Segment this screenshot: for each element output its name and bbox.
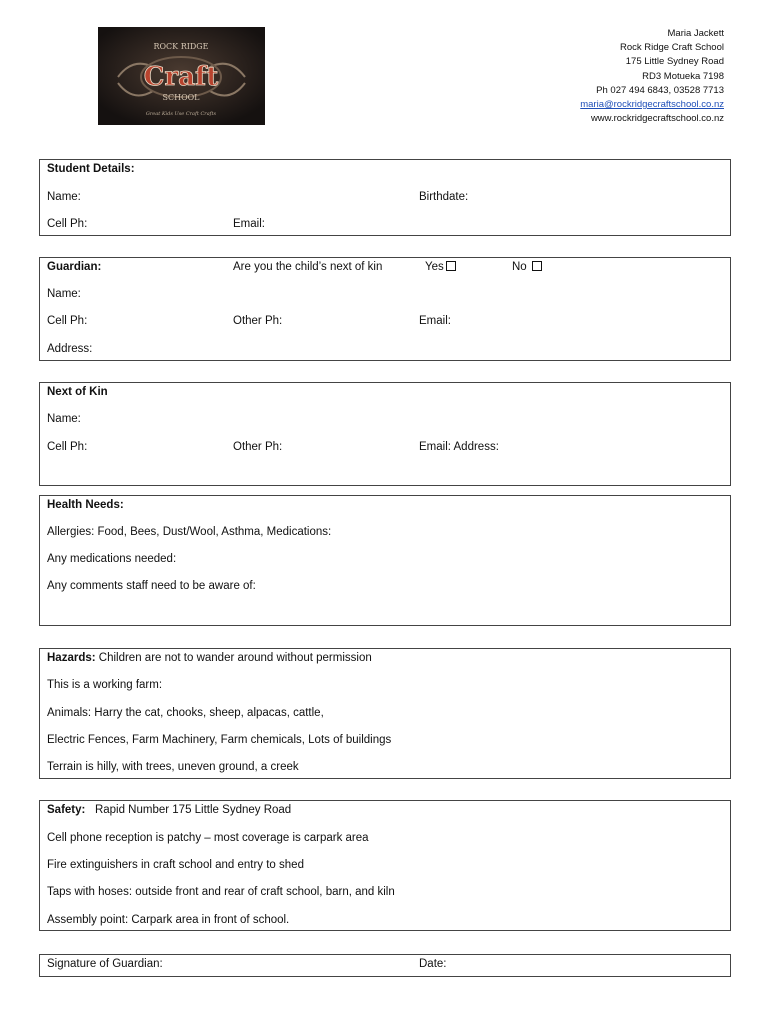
next-of-kin-no[interactable] [512, 261, 542, 273]
safety-line: Taps with hoses: outside front and rear of craft school, barn, and kiln [47, 886, 395, 898]
contact-email-link[interactable]: maria@rockridgecraftschool.co.nz [580, 99, 724, 111]
kin-email-address-label: Email: Address: [419, 441, 499, 453]
guardian-cell-label: Cell Ph: [47, 315, 88, 327]
student-name-label: Name: [47, 191, 81, 203]
next-of-kin-heading: Next of Kin [47, 386, 108, 398]
comments-label: Any comments staff need to be aware of: [47, 580, 256, 592]
student-birthdate-label: Birthdate: [419, 191, 469, 203]
hazard-line: This is a working farm: [47, 679, 163, 691]
hazard-line: Terrain is hilly, with trees, uneven ground, a creek [47, 761, 299, 773]
signature-section [39, 954, 731, 977]
safety-line: Cell phone reception is patchy – most coverage is carpark area [47, 832, 369, 844]
guardian-other-phone-label: Other Ph: [233, 315, 283, 327]
craft-logo-graphic [98, 27, 265, 125]
no-label: No [512, 261, 527, 273]
yes-checkbox[interactable] [446, 261, 456, 271]
hazards-heading: Hazards: [47, 652, 96, 664]
guardian-email-label: Email: [419, 315, 451, 327]
svg-text:SCHOOL: SCHOOL [162, 93, 200, 102]
contact-website[interactable]: www.rockridgecraftschool.co.nz [590, 113, 724, 125]
safety-heading-line [47, 804, 291, 816]
contact-details [580, 27, 724, 126]
contact-school: Rock Ridge Craft School [619, 42, 724, 54]
hazards-heading-text: Children are not to wander around without permission [95, 652, 372, 664]
contact-phone: Ph 027 494 6843, 03528 7713 [596, 84, 724, 96]
guardian-heading: Guardian: [47, 261, 102, 273]
no-checkbox[interactable] [532, 261, 542, 271]
signature-label: Signature of Guardian: [47, 958, 163, 970]
allergies-label: Allergies: Food, Bees, Dust/Wool, Asthma, Medications: [47, 526, 332, 538]
medications-label: Any medications needed: [47, 553, 177, 565]
next-of-kin-question: Are you the child’s next of kin [233, 261, 383, 273]
next-of-kin-yes[interactable] [425, 261, 456, 273]
guardian-name-label: Name: [47, 288, 81, 300]
student-email-label: Email: [233, 218, 265, 230]
contact-name: Maria Jackett [667, 28, 724, 39]
yes-label: Yes [425, 261, 444, 273]
kin-cell-label: Cell Ph: [47, 441, 88, 453]
contact-town: RD3 Motueka 7198 [642, 70, 724, 82]
svg-text:Craft: Craft [143, 62, 219, 92]
kin-name-label: Name: [47, 413, 81, 425]
hazards-heading-line [47, 652, 372, 664]
safety-line: Fire extinguishers in craft school and entry to shed [47, 859, 304, 871]
safety-heading-text: Rapid Number 175 Little Sydney Road [85, 804, 292, 816]
guardian-section [39, 257, 731, 361]
hazards-section [39, 648, 731, 779]
svg-text:ROCK RIDGE: ROCK RIDGE [153, 42, 209, 51]
school-logo [98, 27, 265, 125]
next-of-kin-section [39, 382, 731, 486]
hazard-line: Animals: Harry the cat, chooks, sheep, alpacas, cattle, [47, 707, 324, 719]
hazard-line: Electric Fences, Farm Machinery, Farm chemicals, Lots of buildings [47, 734, 392, 746]
contact-address: 175 Little Sydney Road [625, 56, 724, 68]
safety-line: Assembly point: Carpark area in front of school. [47, 914, 290, 926]
student-cell-label: Cell Ph: [47, 218, 88, 230]
guardian-address-label: Address: [47, 343, 93, 355]
student-details-section [39, 159, 731, 236]
svg-text:Great Kids Use Craft Crafts: Great Kids Use Craft Crafts [145, 111, 217, 117]
health-needs-heading: Health Needs: [47, 499, 124, 511]
kin-other-phone-label: Other Ph: [233, 441, 283, 453]
safety-section [39, 800, 731, 931]
student-details-heading: Student Details: [47, 163, 135, 175]
signature-date-label: Date: [419, 958, 447, 970]
safety-heading: Safety: [47, 804, 86, 816]
health-needs-section [39, 495, 731, 626]
